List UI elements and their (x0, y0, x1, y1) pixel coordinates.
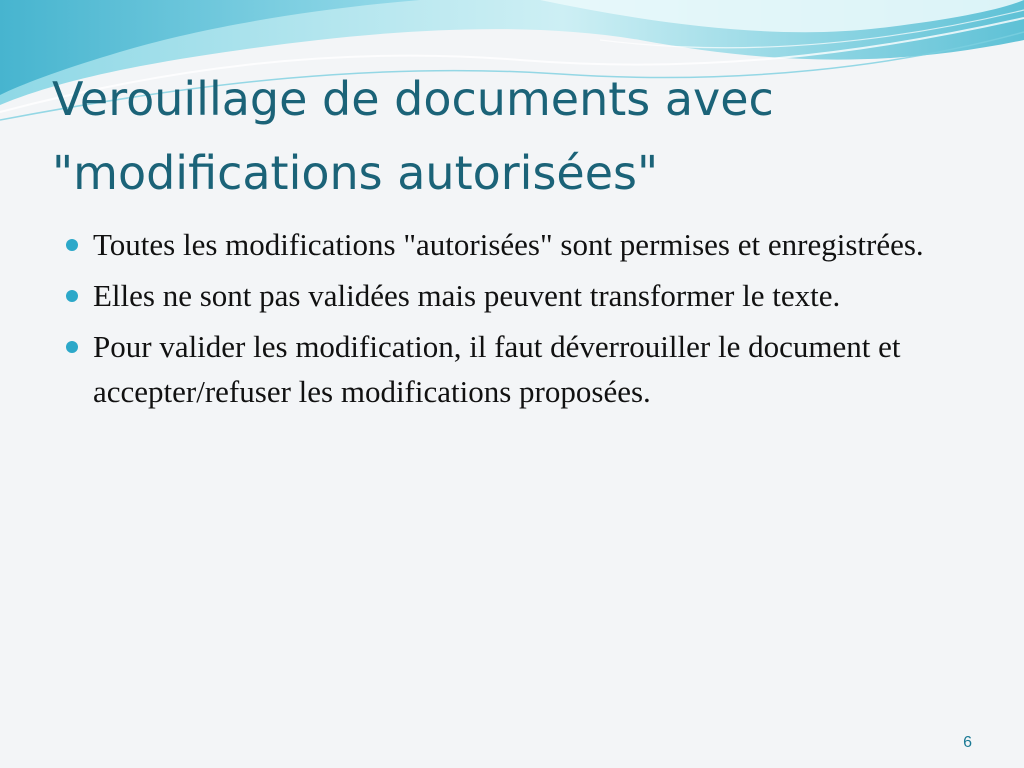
bullet-text: Elles ne sont pas validées mais peuvent transformer le texte. (93, 278, 841, 313)
bullet-dot-icon (66, 341, 78, 353)
bullet-item (66, 273, 966, 318)
bullet-list (66, 222, 966, 420)
bullet-dot-icon (66, 290, 78, 302)
bullet-item (66, 324, 966, 414)
bullet-item (66, 222, 966, 267)
bullet-text: Pour valider les modification, il faut déverrouiller le document et accepter/refuser les modifications proposées. (93, 329, 901, 409)
bullet-dot-icon (66, 239, 78, 251)
slide-title-line-2: "modifications autorisées" (52, 146, 659, 200)
page-number: 6 (963, 734, 972, 751)
slide-title-line-1: Verouillage de documents avec (52, 72, 774, 126)
slide-title (52, 62, 992, 210)
bullet-text: Toutes les modifications "autorisées" sont permises et enregistrées. (93, 227, 924, 262)
